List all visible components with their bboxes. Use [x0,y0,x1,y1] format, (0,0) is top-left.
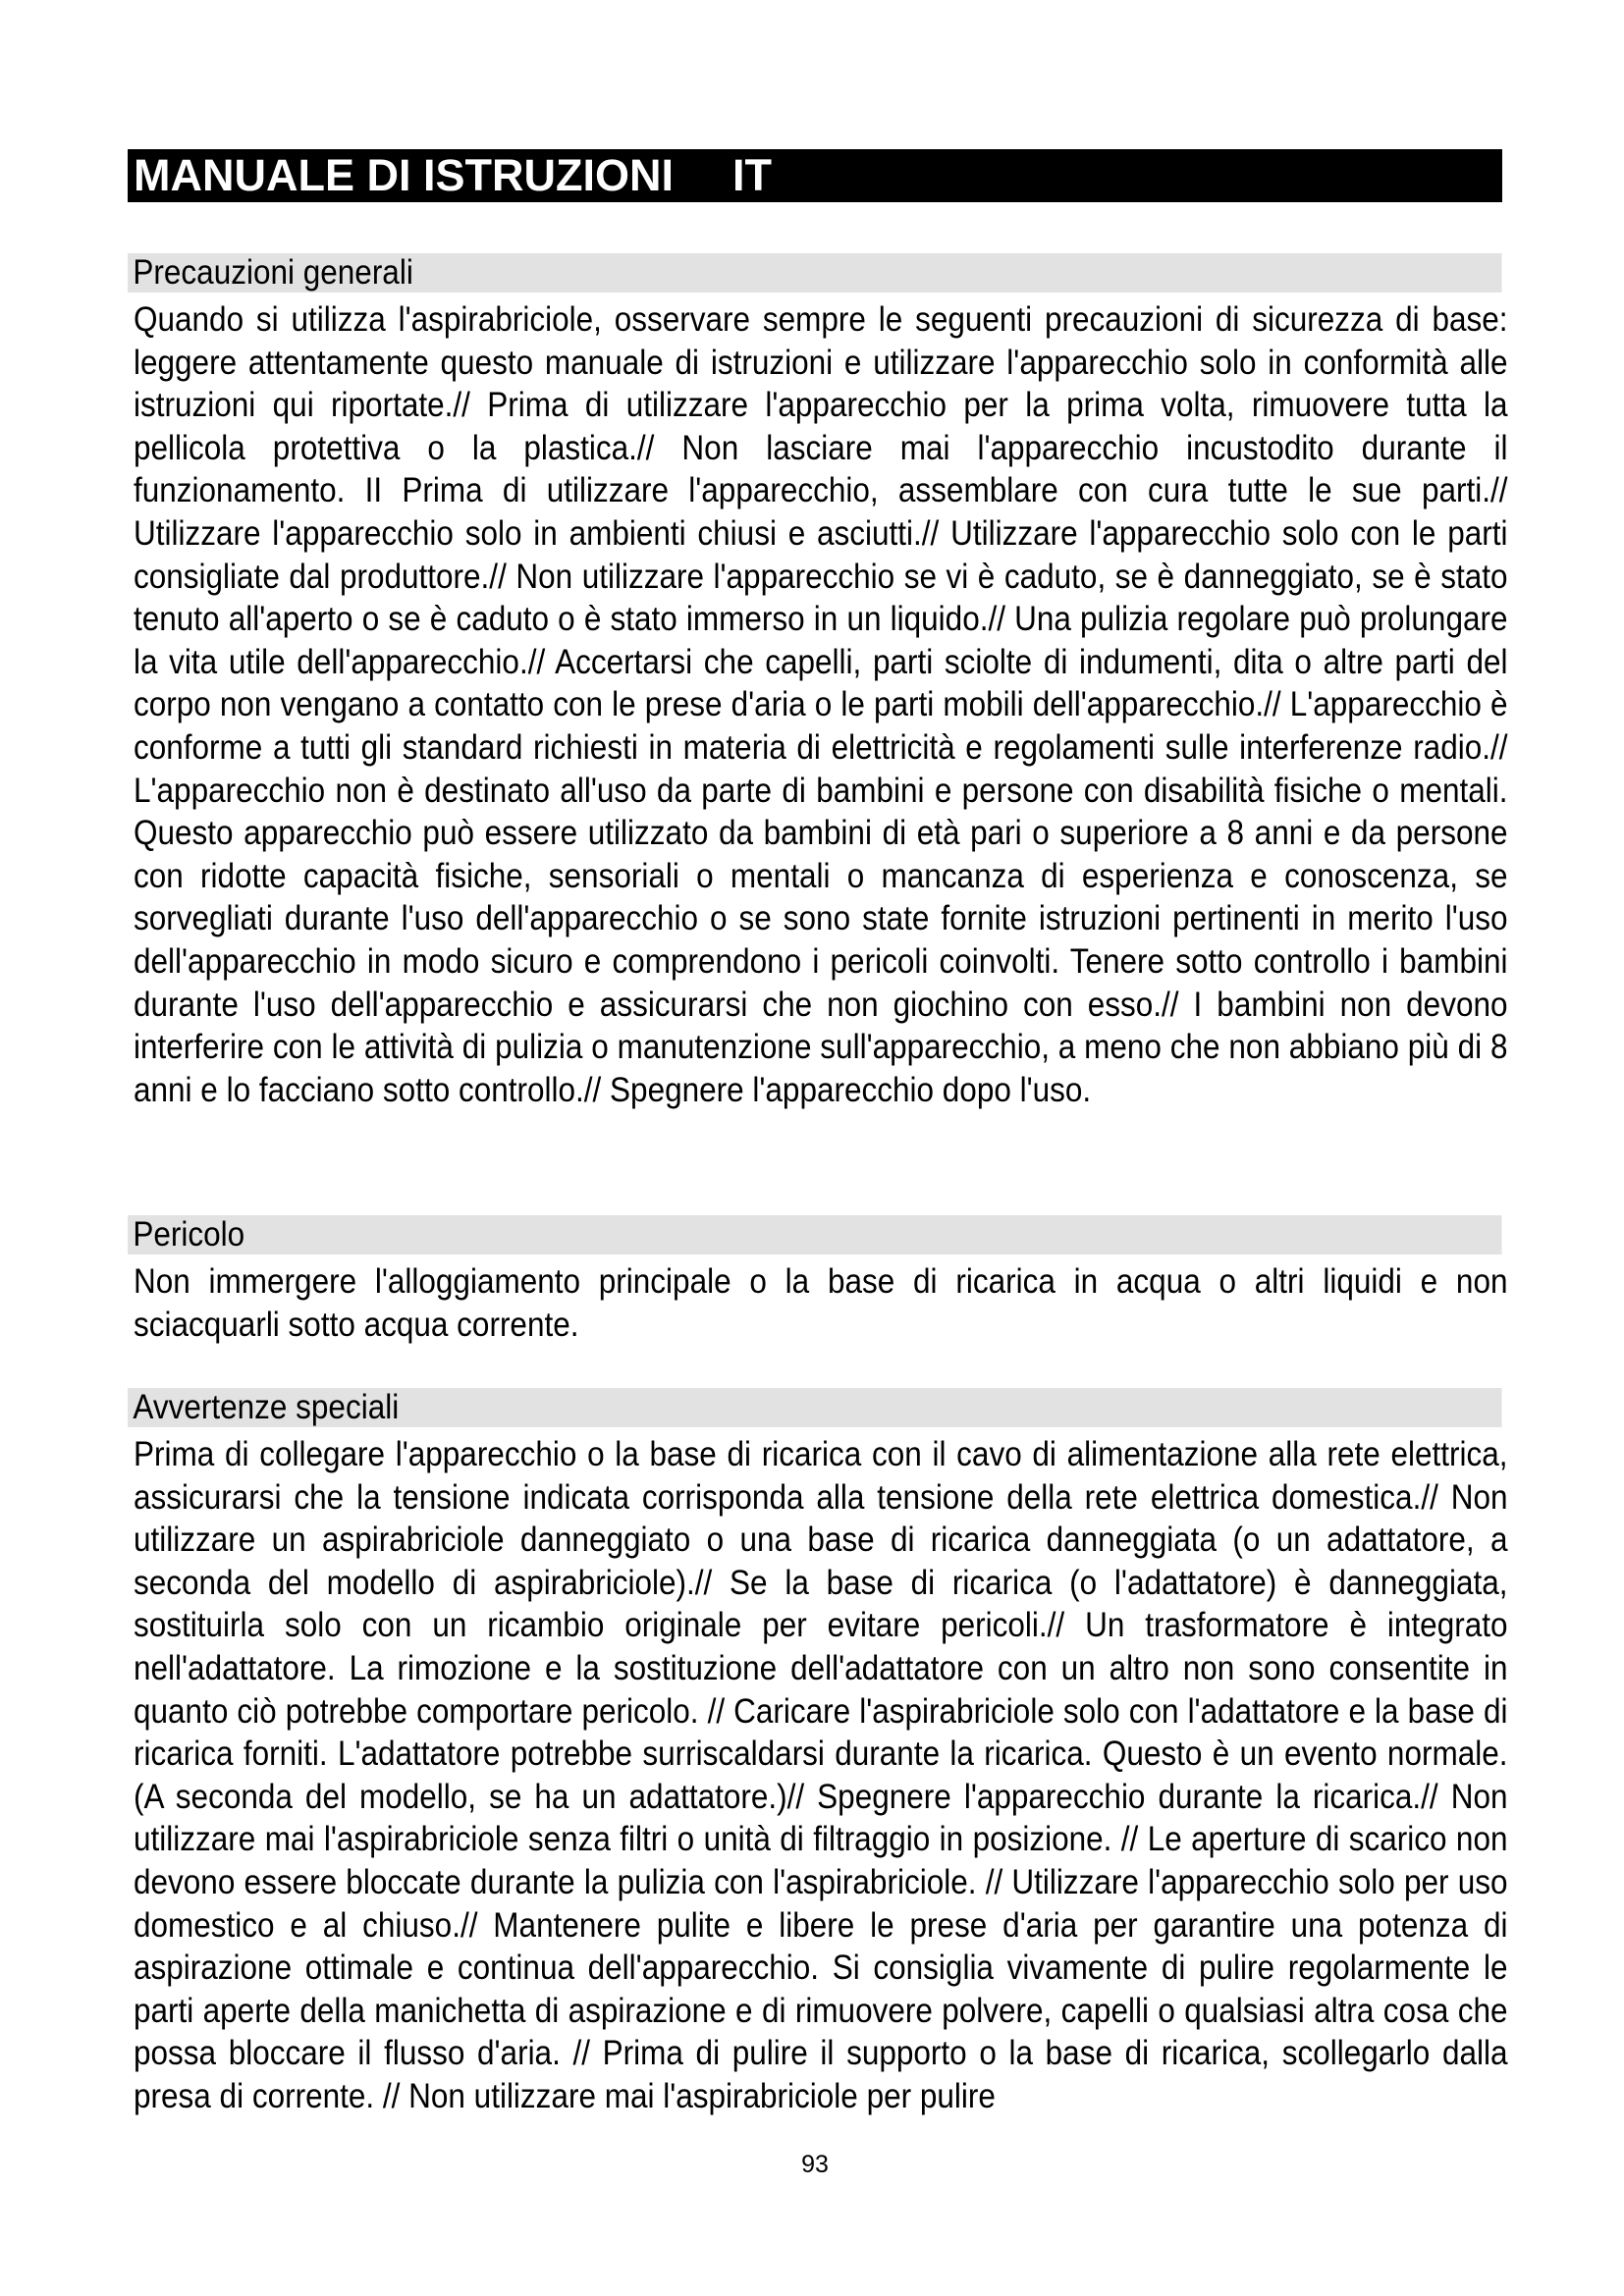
section-heading-danger: Pericolo [128,1215,1502,1255]
section-heading-special-warnings: Avvertenze speciali [128,1388,1502,1427]
manual-page [128,0,1508,2296]
page-title-bar [128,149,1502,202]
section-body-special-warnings: Prima di collegare l'apparecchio o la base di ricarica con il cavo di alimentazione alla rete elettrica, assicurarsi che la tensione indicata corrisponda alla tensione della rete elettrica domestica.// Non utilizzare un aspirabriciole danneggiato o una base di ricarica danneggiata (o un adattatore, a seconda del modello di aspirabriciole).// Se la base di ricarica (o l'adattatore) è danneggiata, sostituirla solo con un ricambio originale per evitare pericoli.// Un trasformatore è integrato nell'adattatore. La rimozione e la sostituzione dell'adattatore con un altro non sono consentite in quanto ciò potrebbe comportare pericolo. // Caricare l'aspirabriciole solo con l'adattatore e la base di ricarica forniti. L'adattatore potrebbe surriscaldarsi durante la ricarica. Questo è un evento normale. (A seconda del modello, se ha un adattatore.)// Spegnere l'apparecchio durante la ricarica.// Non utilizzare mai l'aspirabriciole senza filtri o unità di filtraggio in posizione. // Le aperture di scarico non devono essere bloccate durante la pulizia con l'aspirabriciole. // Utilizzare l'apparecchio solo per uso domestico e al chiuso.// Mantenere pulite e libere le prese d'aria per garantire una potenza di aspirazione ottimale e continua dell'apparecchio. Si consiglia vivamente di pulire regolarmente le parti aperte della manichetta di aspirazione e di rimuovere polvere, capelli o qualsiasi altra cosa che possa bloccare il flusso d'aria. // Prima di pulire il supporto o la base di ricarica, scollegarlo dalla presa di corrente. // Non utilizzare mai l'aspirabriciole per pulire [134,1435,1508,2115]
language-code: IT [731,150,772,200]
section-body-danger: Non immergere l'alloggiamento principale o la base di ricarica in acqua o altri liquidi e non sciacquarli sotto acqua corrente. [134,1262,1508,1344]
manual-title: MANUALE DI ISTRUZIONI [134,150,674,200]
page-number: 93 [801,2151,829,2178]
section-heading-general-precautions: Precauzioni generali [128,253,1502,293]
section-body-general-precautions: Quando si utilizza l'aspirabriciole, osservare sempre le seguenti precauzioni di sicurezza di base: leggere attentamente questo manuale di istruzioni e utilizzare l'apparecchio solo in conformità alle istruzioni qui riportate.// Prima di utilizzare l'apparecchio per la prima volta, rimuovere tutta la pellicola protettiva o la plastica.// Non lasciare mai l'apparecchio incustodito durante il funzionamento. II Prima di utilizzare l'apparecchio, assemblare con cura tutte le sue parti.// Utilizzare l'apparecchio solo in ambienti chiusi e asciutti.// Utilizzare l'apparecchio solo con le parti consigliate dal produttore.// Non utilizzare l'apparecchio se vi è caduto, se è danneggiato, se è stato tenuto all'aperto o se è caduto o è stato immerso in un liquido.// Una pulizia regolare può prolungare la vita utile dell'apparecchio.// Accertarsi che capelli, parti sciolte di indumenti, dita o altre parti del corpo non vengano a contatto con le prese d'aria o le parti mobili dell'apparecchio.// L'apparecchio è conforme a tutti gli standard richiesti in materia di elettricità e regolamenti sulle interferenze radio.// L'apparecchio non è destinato all'uso da parte di bambini e persone con disabilità fisiche o mentali. Questo apparecchio può essere utilizzato da bambini di età pari o superiore a 8 anni e da persone con ridotte capacità fisiche, sensoriali o mentali o mancanza di esperienza e conoscenza, se sorvegliati durante l'uso dell'apparecchio o se sono state fornite istruzioni pertinenti in merito l'uso dell'apparecchio in modo sicuro e comprendono i pericoli coinvolti. Tenere sotto controllo i bambini durante l'uso dell'apparecchio e assicurarsi che non giochino con esso.// I bambini non devono interferire con le attività di pulizia o manutenzione sull'apparecchio, a meno che non abbiano più di 8 anni e lo facciano sotto controllo.// Spegnere l'apparecchio dopo l'uso. [134,300,1508,1109]
